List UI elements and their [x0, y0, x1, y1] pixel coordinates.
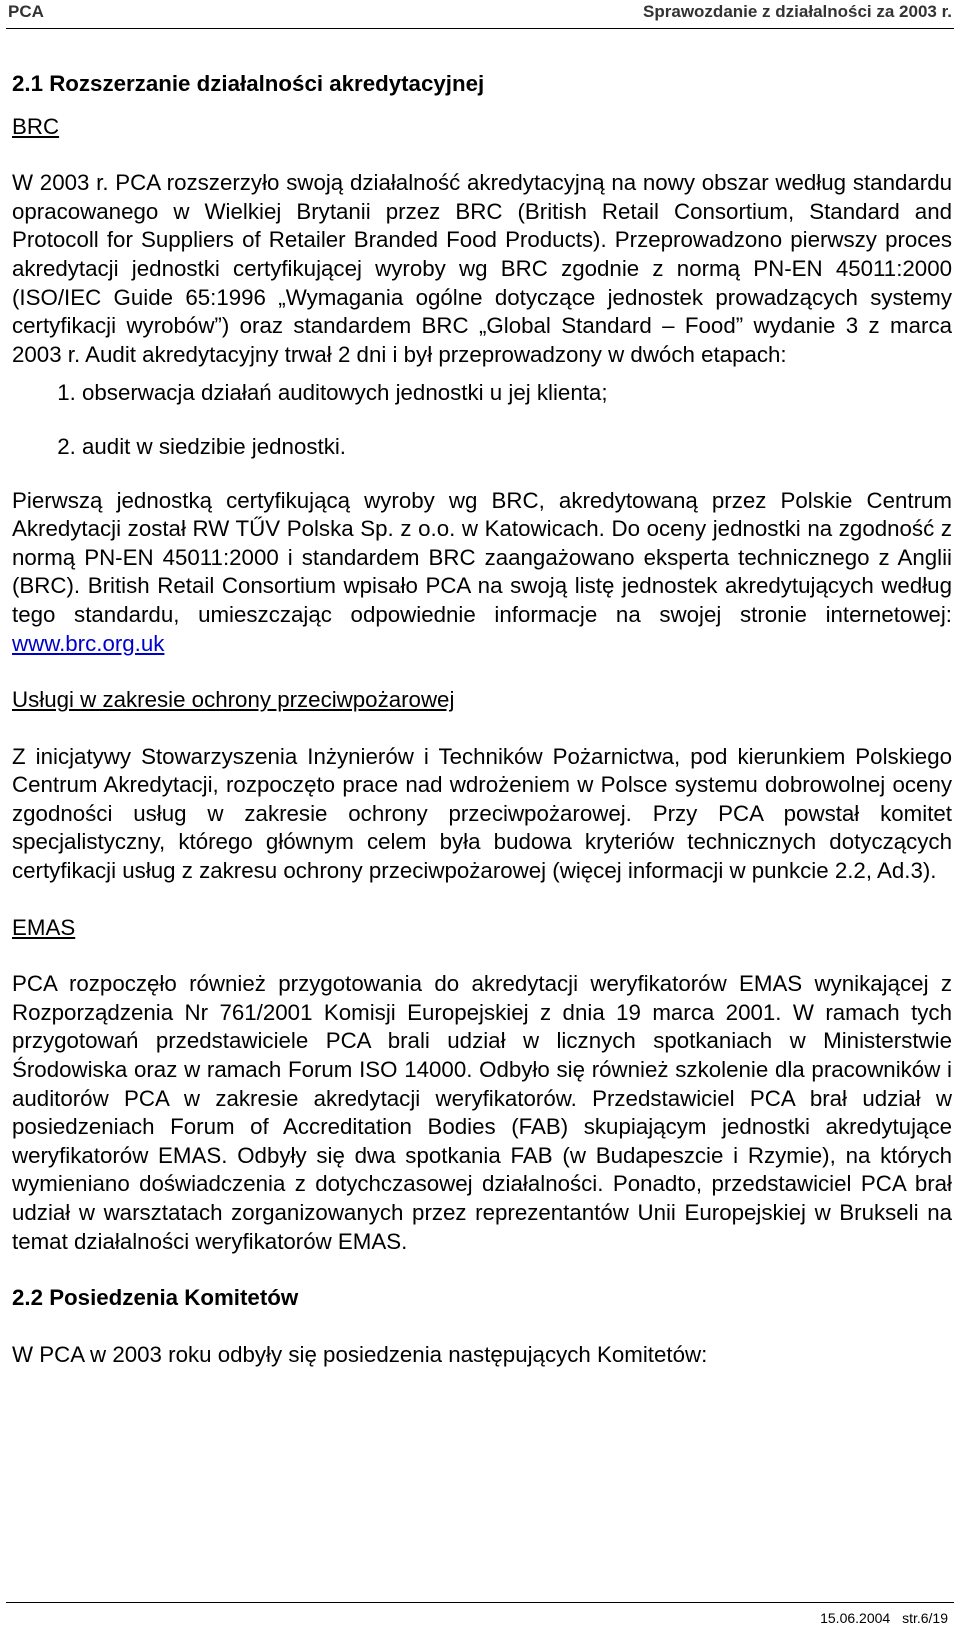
emas-paragraph: PCA rozpoczęło również przygotowania do akredytacji weryfikatorów EMAS wynikającej z Rozporządzenia Nr 761/2001 Komisji Europejskiej z dnia 19 marca 2001. W ramach tych przygotowań przedstawiciele PCA brali udział w licznych spotkaniach w Ministerstwie Środowiska oraz w ramach Forum ISO 14000. Odbyło się również szkolenie dla pracowników i auditorów PCA w zakresie akredytacji weryfikatorów. Przedstawiciel PCA brał udział w posiedzeniach Forum of Accreditation Bodies (FAB) skupiającym jednostki akredytujące weryfikatorów EMAS. Odbyły się dwa spotkania FAB (w Budapeszcie i Rzymie), na których wymieniano doświadczenia z dotychczasowej działalności. Ponadto, przedstawiciel PCA brał udział w warsztatach zorganizowanych przez reprezentantów Unii Europejskiej w Brukseli na temat działalności weryfikatorów EMAS. — [12, 971, 952, 1254]
subheading-emas: EMAS — [12, 914, 76, 940]
brc-paragraph-2 — [12, 487, 952, 659]
footer-divider — [6, 1602, 954, 1603]
header-report-title: Sprawozdanie z działalności za 2003 r. — [643, 2, 952, 21]
audit-stages-list — [12, 379, 952, 461]
subheading-brc: BRC — [12, 113, 60, 139]
list-item: 2. audit w siedzibie jednostki. — [82, 433, 952, 462]
document-body — [12, 70, 952, 1369]
fire-paragraph: Z inicjatywy Stowarzyszenia Inżynierów i Techników Pożarnictwa, pod kierunkiem Polskiego Centrum Akredytacji, rozpoczęto prace nad wdrożeniem w Polsce systemu dobrowolnej oceny zgodności usług w zakresie ochrony przeciwpożarowej. Przy PCA powstał komitet specjalistyczny, którego głównym celem była budowa kryteriów technicznych dotyczących certyfikacji usług z zakresu ochrony przeciwpożarowej (więcej informacji w punkcie 2.2, Ad.3). — [12, 743, 952, 884]
list-item: 1. obserwacja działań auditowych jednostki u jej klienta; — [82, 379, 952, 408]
section-title-2-2: 2.2 Posiedzenia Komitetów — [12, 1285, 299, 1311]
committees-intro: W PCA w 2003 roku odbyły się posiedzenia następujących Komitetów: — [12, 1341, 708, 1367]
header-divider — [6, 28, 954, 29]
subheading-fire-protection: Usługi w zakresie ochrony przeciwpożarowej — [12, 687, 455, 713]
brc-website-link[interactable]: www.brc.org.uk — [12, 630, 165, 656]
section-title-2-1: 2.1 Rozszerzanie działalności akredytacyjnej — [12, 71, 485, 96]
header-org: PCA — [8, 2, 44, 21]
brc-paragraph-2-text: Pierwszą jednostką certyfikującą wyroby wg BRC, akredytowaną przez Polskie Centrum Akredytacji został RW TŰV Polska Sp. z o.o. w Katowicach. Do oceny jednostki na zgodność z normą PN-EN 45011:2000 i standardem BRC zaangażowano eksperta technicznego z Anglii (BRC). British Retail Consortium wpisało PCA na swoją listę jednostek akredytujących według tego standardu, umieszczając odpowiednie informacje na swojej stronie internetowej: — [12, 487, 952, 627]
page-footer — [812, 1610, 948, 1626]
page-header — [0, 0, 960, 30]
footer-date: 15.06.2004 — [820, 1610, 891, 1626]
footer-page-number: str.6/19 — [902, 1610, 948, 1626]
brc-paragraph-1: W 2003 r. PCA rozszerzyło swoją działalność akredytacyjną na nowy obszar według standardu opracowanego w Wielkiej Brytanii przez BRC (British Retail Consortium, Standard and Protocoll for Suppliers of Retailer Branded Food Products). Przeprowadzono pierwszy proces akredytacji jednostki certyfikującej wyroby wg BRC zgodnie z normą PN-EN 45011:2000 (ISO/IEC Guide 65:1996 „Wymagania ogólne dotyczące jednostek prowadzących systemy certyfikacji wyrobów”) oraz standardem BRC „Global Standard – Food” wydanie 3 z marca 2003 r. Audit akredytacyjny trwał 2 dni i był przeprowadzony w dwóch etapach: — [12, 170, 952, 367]
